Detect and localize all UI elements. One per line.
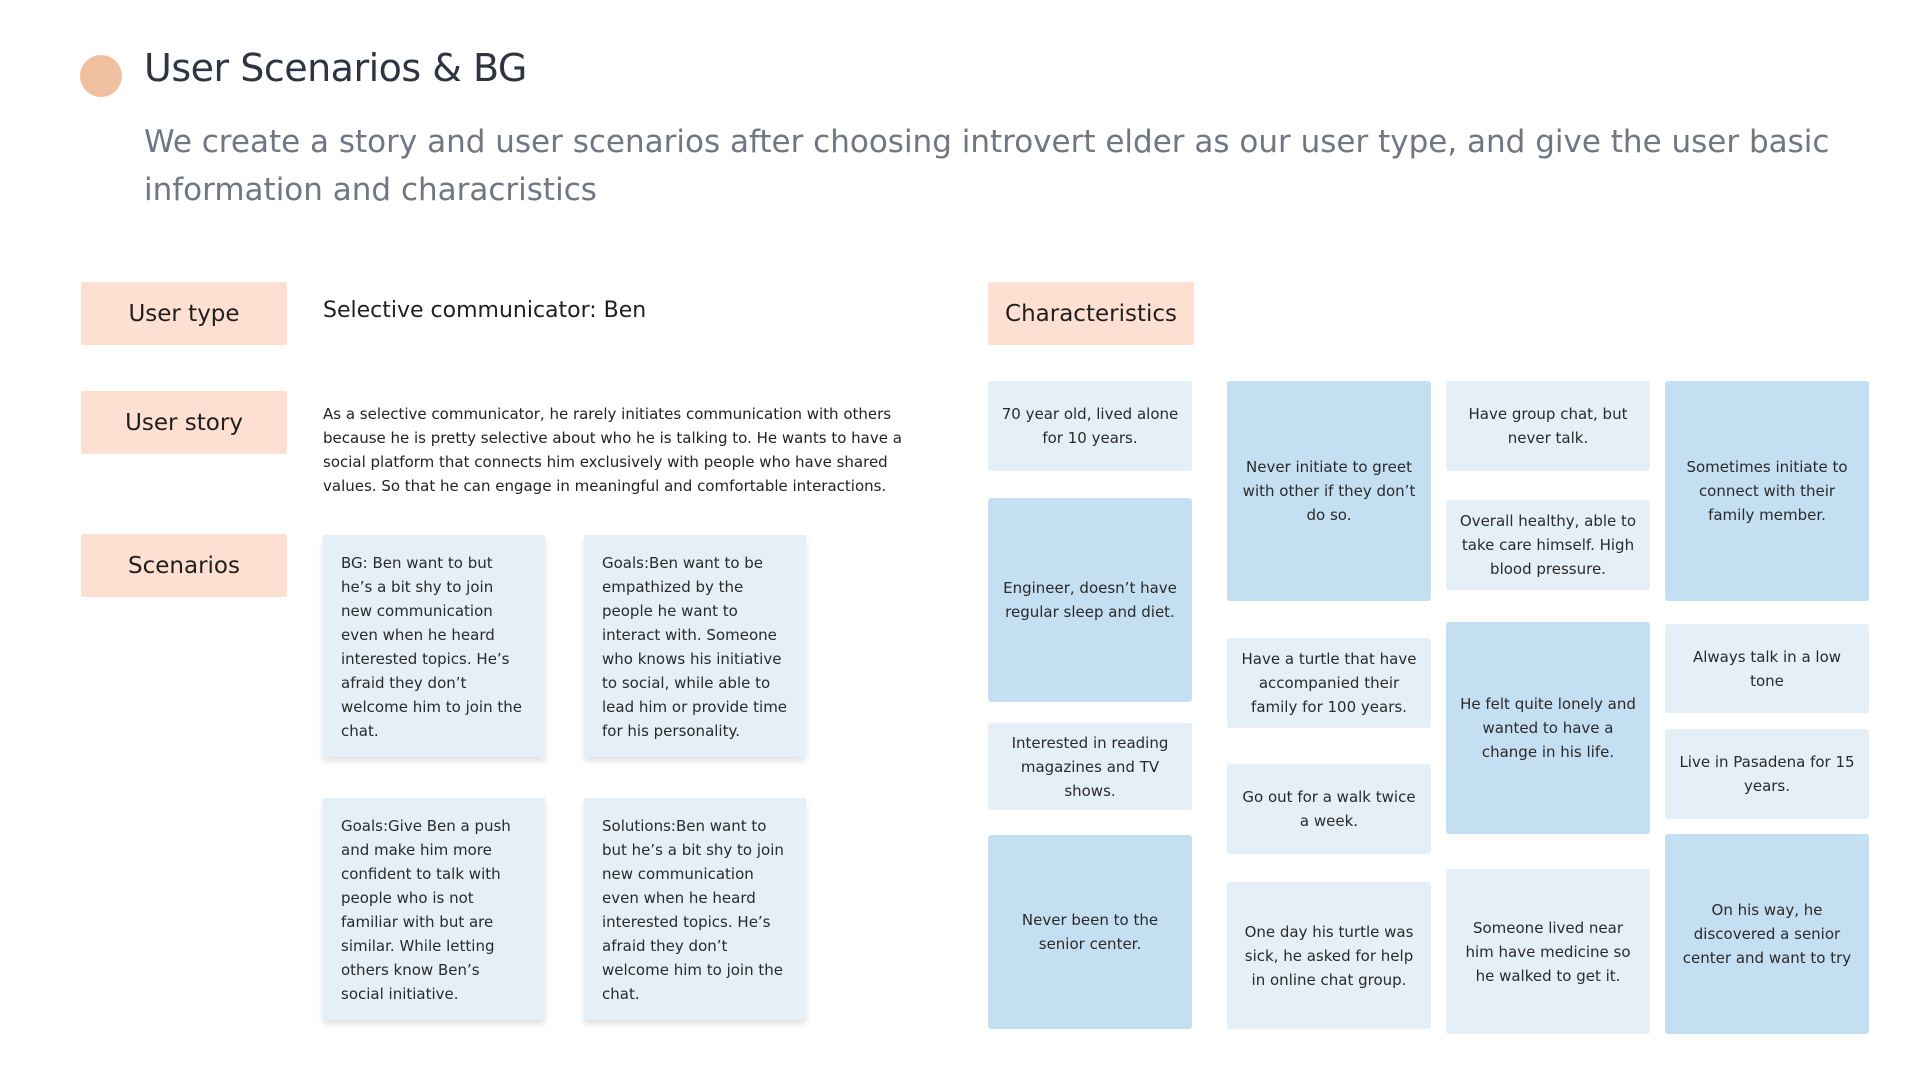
characteristic-note: Have group chat, but never talk.: [1446, 381, 1650, 471]
characteristic-note: Have a turtle that have accompanied their family for 100 years.: [1227, 638, 1431, 728]
characteristic-note: Sometimes initiate to connect with their family member.: [1665, 381, 1869, 601]
characteristic-note: Go out for a walk twice a week.: [1227, 764, 1431, 854]
characteristic-note: One day his turtle was sick, he asked for help in online chat group.: [1227, 882, 1431, 1029]
characteristic-note: On his way, he discovered a senior center and want to try: [1665, 834, 1869, 1034]
characteristic-note: Someone lived near him have medicine so he walked to get it.: [1446, 869, 1650, 1034]
page-title: User Scenarios & BG: [144, 46, 527, 90]
accent-dot: [80, 55, 122, 97]
characteristic-note: Never been to the senior center.: [988, 835, 1192, 1029]
characteristic-note: Overall healthy, able to take care himself. High blood pressure.: [1446, 500, 1650, 590]
scenarios-label: Scenarios: [81, 534, 287, 597]
characteristic-note: 70 year old, lived alone for 10 years.: [988, 381, 1192, 471]
characteristic-note: Interested in reading magazines and TV shows.: [988, 723, 1192, 810]
scenario-card-bg: BG: Ben want to but he’s a bit shy to join new communication even when he heard interested topics. He’s afraid they don’t welcome him to join the chat.: [323, 535, 545, 757]
scenario-card-solutions: Solutions:Ben want to but he’s a bit shy to join new communication even when he heard interested topics. He’s afraid they don’t welcome him to join the chat.: [584, 798, 806, 1020]
page-subtitle: We create a story and user scenarios after choosing introvert elder as our user type, and give the user basic information and characristics: [144, 124, 1830, 208]
characteristics-label: Characteristics: [988, 282, 1194, 345]
user-type-value: Selective communicator: Ben: [323, 298, 647, 323]
characteristic-note: He felt quite lonely and wanted to have a change in his life.: [1446, 622, 1650, 834]
characteristic-note: Never initiate to greet with other if they don’t do so.: [1227, 381, 1431, 601]
user-story-text: As a selective communicator, he rarely initiates communication with others because he is pretty selective about who he is talking to. He wants to have a social platform that connects him exclusively with people who have shared values. So that he can engage in meaningful and comfortable interactions.: [323, 405, 902, 495]
user-story-label: User story: [81, 391, 287, 454]
scenario-card-goals: Goals:Ben want to be empathized by the people he want to interact with. Someone who knows his initiative to social, while able to lead him or provide time for his personality.: [584, 535, 806, 757]
characteristic-note: Engineer, doesn’t have regular sleep and diet.: [988, 498, 1192, 702]
user-type-label: User type: [81, 282, 287, 345]
characteristic-note: Live in Pasadena for 15 years.: [1665, 729, 1869, 819]
scenario-card-goals-2: Goals:Give Ben a push and make him more confident to talk with people who is not familiar with but are similar. While letting others know Ben’s social initiative.: [323, 798, 545, 1020]
characteristic-note: Always talk in a low tone: [1665, 624, 1869, 713]
